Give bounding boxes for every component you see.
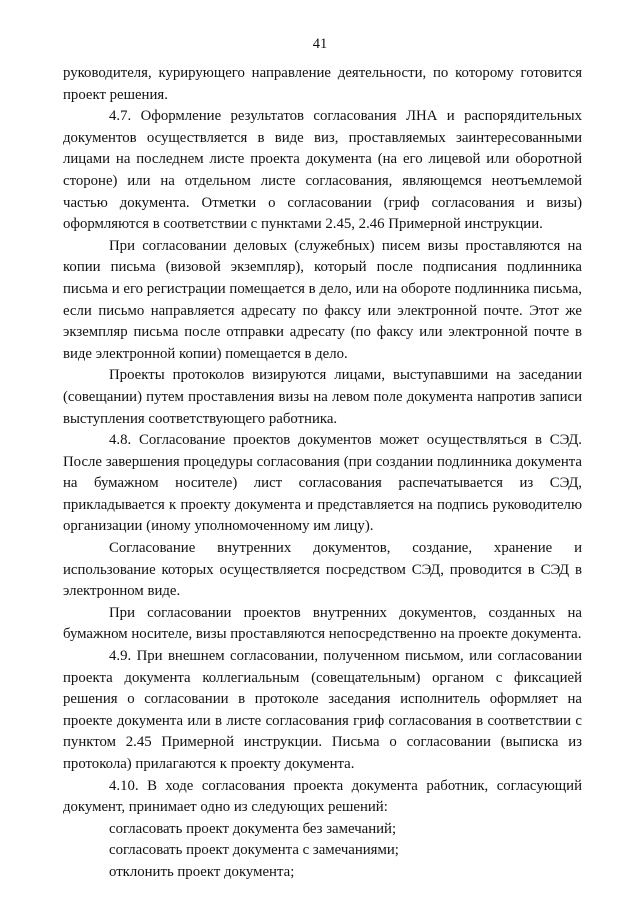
list-item: согласовать проект документа с замечаниями; [109,842,399,859]
paragraph-4-8: 4.8. Согласование проектов документов может осуществляться в СЭД. После завершения процедуры согласования (при создании подлинника документа на бумажном носителе) лист согласования распечатывается из СЭД, прикладывается к проекту документа и представляется на подпись руководителю организации (иному уполномоченному им лицу). [63,432,582,535]
document-body [63,63,582,884]
paragraph-4-10: 4.10. В ходе согласования проекта документа работник, согласующий документ, принимает одно из следующих решений: [63,777,582,816]
page-number: 41 [312,36,328,52]
list-item: согласовать проект документа без замечаний; [109,820,397,837]
paragraph-4-9: 4.9. При внешнем согласовании, полученном письмом, или согласовании проекта документа коллегиальным (совещательным) органом с фиксацией решения о согласовании в протоколе заседания исполнитель оформляет на проекте документа или в листе согласования гриф согласования в соответствии с пунктом 2.45 Примерной инструкции. Письма о согласовании (выписка из протокола) прилагаются к проекту документа. [63,648,582,772]
paragraph-business-letters: При согласовании деловых (служебных) писем визы проставляются на копии письма (визовой экземпляр), который после подписания подлинника письма и его регистрации помещается в дело, или на обороте подлинника письма, если письмо направляется адресату по факсу или электронной почте. Этот же экземпляр письма после отправки адресату (по факсу или электронной почте в виде электронной копии) помещается в дело. [63,237,582,362]
paragraph-4-7: 4.7. Оформление результатов согласования ЛНА и распорядительных документов осуществляется в виде виз, проставляемых заинтересованными лицами на последнем листе проекта документа (на его лицевой или оборотной стороне) или на отдельном листе согласования, являющемся неотъемлемой частью документа. Отметки о согласовании (гриф согласования и визы) оформляются в соответствии с пунктами 2.45, 2.46 Примерной инструкции. [63,108,582,233]
list-item: отклонить проект документа; [109,863,295,880]
paragraph-protocols: Проекты протоколов визируются лицами, выступавшими на заседании (совещании) путем проставления визы на левом поле документа напротив записи выступления соответствующего работника. [63,367,582,427]
paragraph-internal-docs-paper: При согласовании проектов внутренних документов, созданных на бумажном носителе, визы проставляются непосредственно на проекте документа. [63,604,582,643]
paragraph-internal-docs-sed: Согласование внутренних документов, создание, хранение и использование которых осуществляется посредством СЭД, проводится в СЭД в электронном виде. [63,540,582,600]
paragraph-continuation: руководителя, курирующего направление деятельности, по которому готовится проект решения. [63,65,582,103]
